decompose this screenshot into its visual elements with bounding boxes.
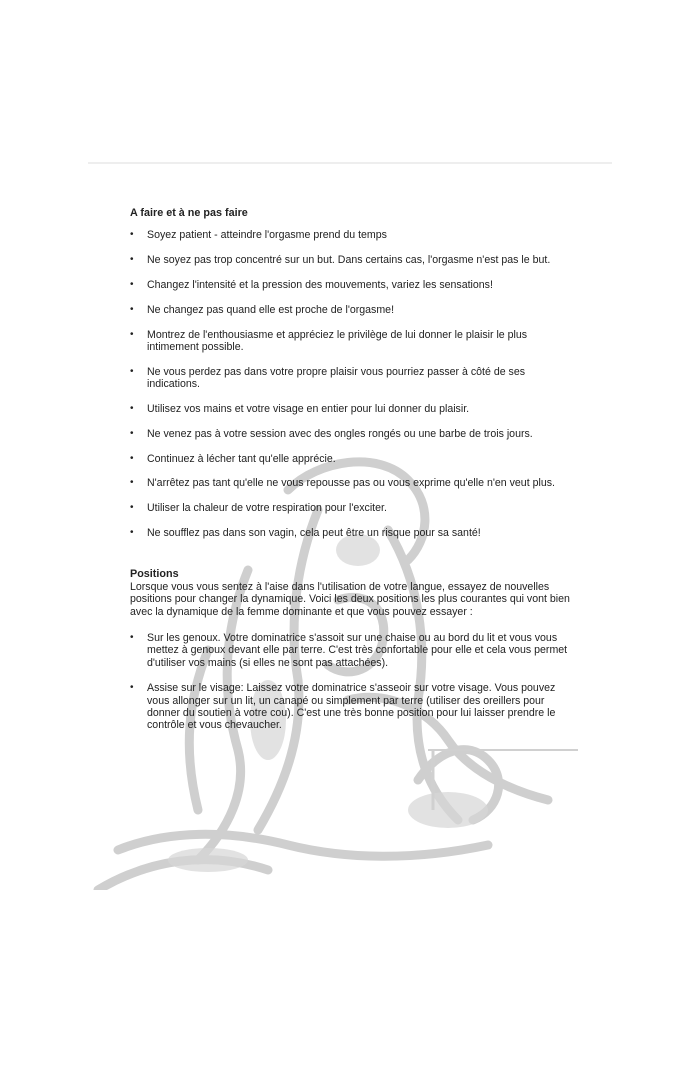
list-item: • N'arrêtez pas tant qu'elle ne vous repousse pas ou vous exprime qu'elle n'en veut plus. bbox=[130, 477, 570, 489]
positions-list bbox=[130, 632, 570, 732]
header-divider bbox=[88, 162, 612, 164]
list-item: • Changez l'intensité et la pression des mouvements, variez les sensations! bbox=[130, 279, 570, 291]
list-item: • Continuez à lécher tant qu'elle apprécie. bbox=[130, 453, 570, 465]
list-item: • Utiliser la chaleur de votre respiration pour l'exciter. bbox=[130, 502, 570, 514]
list-item: • Ne soufflez pas dans son vagin, cela peut être un risque pour sa santé! bbox=[130, 527, 570, 539]
dos-and-donts-list bbox=[130, 229, 570, 539]
document-content bbox=[130, 207, 570, 745]
list-item: • Ne changez pas quand elle est proche de l'orgasme! bbox=[130, 304, 570, 316]
list-item: • Sur les genoux. Votre dominatrice s'assoit sur une chaise ou au bord du lit et vous vous mettez à genoux devant elle par terre. C'est très confortable pour elle et cela vous permet d'utiliser vos mains (si elles ne sont pas attachées). bbox=[130, 632, 570, 669]
list-item: • Utilisez vos mains et votre visage en entier pour lui donner du plaisir. bbox=[130, 403, 570, 415]
list-item: • Ne soyez pas trop concentré sur un but. Dans certains cas, l'orgasme n'est pas le but. bbox=[130, 254, 570, 266]
list-item: • Soyez patient - atteindre l'orgasme prend du temps bbox=[130, 229, 570, 241]
list-item: • Ne venez pas à votre session avec des ongles rongés ou une barbe de trois jours. bbox=[130, 428, 570, 440]
dos-and-donts-heading: A faire et à ne pas faire bbox=[130, 207, 248, 219]
list-item: • Montrez de l'enthousiasme et appréciez le privilège de lui donner le plaisir le plus intimement possible. bbox=[130, 329, 570, 354]
list-item: • Ne vous perdez pas dans votre propre plaisir vous pourriez passer à côté de ses indications. bbox=[130, 366, 570, 391]
list-item: • Assise sur le visage: Laissez votre dominatrice s'asseoir sur votre visage. Vous pouvez vous allonger sur un lit, un canapé ou simplement par terre (utiliser des oreillers pour donner du soutien à votre cou). C'est une très bonne position pour lui laisser prendre le contrôle et vous chevaucher. bbox=[130, 682, 570, 732]
positions-heading: Positions bbox=[130, 568, 179, 581]
positions-intro: Lorsque vous vous sentez à l'aise dans l'utilisation de votre langue, essayez de nouvelles positions pour changer la dynamique. Voici les deux positions les plus courantes qui vont bien avec la dynamique de la femme dominante et que vous pouvez essayer : bbox=[130, 580, 570, 618]
